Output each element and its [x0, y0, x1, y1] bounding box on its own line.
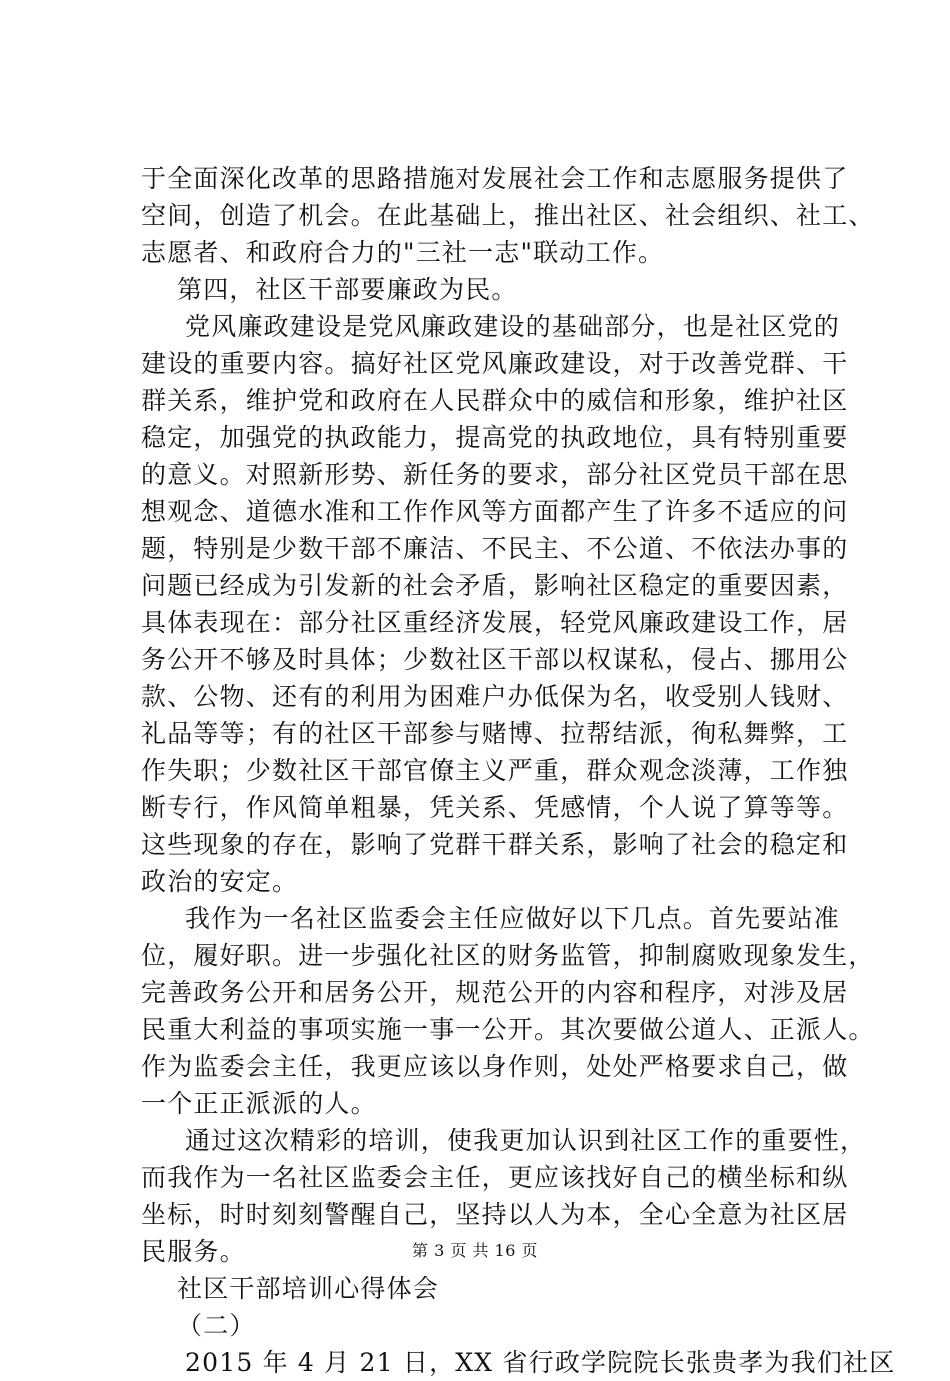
- article-title: 社区干部培训心得体会: [177, 1274, 440, 1303]
- text-line: 作失职；少数社区干部官僚主义严重，群众观念淡薄，工作独: [141, 756, 849, 785]
- text-line: 具体表现在：部分社区重经济发展，轻党风廉政建设工作，居: [141, 608, 849, 637]
- text-line: 作为监委会主任，我更应该以身作则，处处严格要求自己，做: [141, 1052, 849, 1081]
- paragraph-start: 我作为一名社区监委会主任应做好以下几点。首先要站准: [185, 904, 841, 933]
- text-line: 断专行，作风简单粗暴，凭关系、凭感情，个人说了算等等。: [141, 793, 849, 822]
- text-line: 款、公物、还有的利用为困难户办低保为名，收受别人钱财、: [141, 682, 849, 711]
- text-line: 位，履好职。进一步强化社区的财务监管，抑制腐败现象发生，: [141, 941, 875, 970]
- text-line: 这些现象的存在，影响了党群干群关系，影响了社会的稳定和: [141, 830, 849, 859]
- text-line: 空间，创造了机会。在此基础上，推出社区、社会组织、社工、: [141, 201, 875, 230]
- text-line: 稳定，加强党的执政能力，提高党的执政地位，具有特别重要: [141, 423, 849, 452]
- document-body: [141, 160, 896, 1381]
- text-line: 民重大利益的事项实施一事一公开。其次要做公道人、正派人。: [141, 1015, 875, 1044]
- text-line: 民服务。: [141, 1237, 246, 1266]
- paragraph-start: 通过这次精彩的培训，使我更加认识到社区工作的重要性，: [185, 1126, 867, 1155]
- text-line: 题，特别是少数干部不廉洁、不民主、不公道、不依法办事的: [141, 534, 849, 563]
- text-line: 想观念、道德水准和工作作风等方面都产生了许多不适应的问: [141, 497, 849, 526]
- text-line: 一个正正派派的人。: [141, 1089, 377, 1118]
- text-line: 志愿者、和政府合力的"三社一志"联动工作。: [141, 238, 665, 267]
- paragraph-start: 党风廉政建设是党风廉政建设的基础部分，也是社区党的: [185, 312, 841, 341]
- text-line: 完善政务公开和居务公开，规范公开的内容和程序，对涉及居: [141, 978, 849, 1007]
- text-line: 群关系，维护党和政府在人民群众中的威信和形象，维护社区: [141, 386, 849, 415]
- section-heading: 第四，社区干部要廉政为民。: [177, 275, 518, 304]
- text-line: 建设的重要内容。搞好社区党风廉政建设，对于改善党群、干: [141, 349, 849, 378]
- paragraph-start: 2015 年 4 月 21 日，XX 省行政学院院长张贵孝为我们社区: [185, 1348, 896, 1377]
- text-line: 坐标，时时刻刻警醒自己，坚持以人为本，全心全意为社区居: [141, 1200, 849, 1229]
- text-line: 政治的安定。: [141, 867, 299, 896]
- text-line: 礼品等等；有的社区干部参与赌博、拉帮结派，徇私舞弊，工: [141, 719, 849, 748]
- text-line: 而我作为一名社区监委会主任，更应该找好自己的横坐标和纵: [141, 1163, 849, 1192]
- text-line: 于全面深化改革的思路措施对发展社会工作和志愿服务提供了: [141, 164, 849, 193]
- page-footer: 第 3 页 共 16 页: [412, 1241, 538, 1260]
- text-line: 务公开不够及时具体；少数社区干部以权谋私，侵占、挪用公: [141, 645, 849, 674]
- text-line: 问题已经成为引发新的社会矛盾，影响社区稳定的重要因素，: [141, 571, 849, 600]
- article-part-number: （二）: [177, 1311, 256, 1340]
- text-line: 的意义。对照新形势、新任务的要求，部分社区党员干部在思: [141, 460, 849, 489]
